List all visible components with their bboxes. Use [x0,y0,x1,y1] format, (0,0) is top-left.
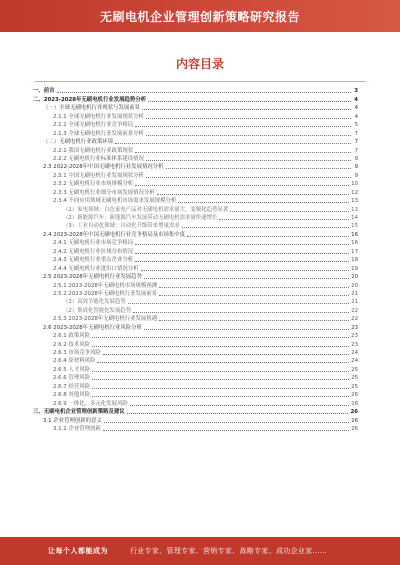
toc-entry-text: 2.3.1 中国无刷电机行业发展现状分析 [53,172,144,179]
toc-entry-text: 2.1.1 全球无刷电机行业发展现状分析 [53,113,144,120]
toc-entry-text: 2.6.9 一体化、多元化发展风险 [53,400,128,407]
toc-entry-page: 22 [351,316,358,323]
toc-entry-page: 7 [354,139,358,146]
toc-entry-page: 9 [354,164,358,171]
toc-entry-text: 2.4.1 无刷电机行业市场竞争格局 [53,240,134,247]
toc-entry[interactable] [33,415,358,423]
toc-entry[interactable] [33,339,358,347]
toc-entry-text: 2.6 2023-2028年无刷电机行业风险分析 [43,324,142,331]
toc-entry[interactable] [33,137,358,145]
toc-entry-text: 2.3.2 无刷电机行业市场规模分析 [53,181,134,188]
toc-entry-text: 一、前言 [33,88,55,95]
toc-leader-dots [115,143,351,144]
toc-entry-text: 2.4.2 无刷电机行业区域分布情况 [53,248,134,255]
toc-leader-dots [219,219,349,220]
toc-entry-text: 2.6.7 经营风险 [53,383,90,390]
toc-leader-dots [133,312,349,313]
toc-entry-page: 9 [354,172,358,179]
toc-entry-page: 26 [351,417,358,424]
toc-leader-dots [135,244,349,245]
toc-entry[interactable] [33,305,358,313]
table-of-contents [33,86,358,432]
toc-entry-page: 23 [351,341,358,348]
toc-entry[interactable] [33,407,358,415]
toc-leader-dots [187,236,349,237]
toc-entry[interactable] [33,272,358,280]
toc-entry-page: 16 [351,240,358,247]
toc-leader-dots [128,303,349,304]
toc-entry[interactable] [33,348,358,356]
toc-entry-page: 7 [354,130,358,137]
toc-entry-page: 4 [354,105,358,112]
toc-leader-dots [142,109,351,110]
toc-entry-text: 3.1 企业管理创新的意义 [43,417,102,424]
toc-entry[interactable] [33,145,358,153]
toc-entry-text: （1）家电领域：白色家电产品对无刷电机需求量大，变频化趋势显著 [63,206,229,213]
toc-entry[interactable] [33,390,358,398]
toc-entry[interactable] [33,255,358,263]
toc-entry[interactable] [33,170,358,178]
toc-entry-page: 17 [351,248,358,255]
toc-entry-page: 16 [351,231,358,238]
toc-entry[interactable] [33,263,358,271]
toc-entry[interactable] [33,373,358,381]
toc-entry[interactable] [33,331,358,339]
toc-leader-dots [135,126,351,127]
toc-entry[interactable] [33,238,358,246]
toc-entry[interactable] [33,398,358,406]
toc-entry-page: 24 [351,350,358,356]
toc-entry-text: 2.6.1 政策风险 [53,333,90,340]
toc-entry-text: 二、2023-2028年无刷电机行业发展趋势分析 [33,96,147,103]
toc-leader-dots [92,337,349,338]
toc-leader-dots [127,413,349,414]
toc-entry-page: 9 [354,155,358,162]
toc-leader-dots [135,185,349,186]
toc-leader-dots [130,405,349,406]
toc-leader-dots [159,295,349,296]
report-title: 无刷电机企业管理创新策略研究报告 [99,9,300,24]
toc-entry[interactable] [33,297,358,305]
toc-entry[interactable] [33,86,358,94]
toc-leader-dots [135,261,349,262]
toc-leader-dots [159,287,349,288]
toc-entry-text: （2）新能源汽车：新能源汽车发展带动无刷电机需求量快速增长 [63,215,218,221]
toc-entry-page: 15 [351,223,358,230]
toc-entry[interactable] [33,179,358,187]
toc-entry-page: 12 [351,189,358,196]
toc-entry[interactable] [33,111,358,119]
toc-leader-dots [148,101,351,102]
toc-entry[interactable] [33,187,358,195]
toc-entry-page: 23 [351,324,358,331]
toc-leader-dots [144,278,349,279]
toc-entry-text: 2.6.3 市场竞争风险 [53,350,101,356]
toc-entry-page: 5 [354,122,358,129]
toc-leader-dots [141,270,350,271]
toc-entry-page: 10 [351,181,358,188]
toc-entry-page: 14 [351,215,358,221]
toc-entry[interactable] [33,221,358,229]
toc-leader-dots [97,362,349,363]
toc-entry[interactable] [33,204,358,212]
toc-entry[interactable] [33,213,358,221]
toc-entry-text: 2.6.6 管理风险 [53,375,90,382]
toc-leader-dots [178,202,349,203]
toc-entry-text: （3）工业自动化领域：自动化升级带来增量需求 [63,223,180,230]
toc-top-rule [35,81,365,82]
toc-entry-text: 2.2.2 无刷电机行业标准体系建设情况 [53,155,144,162]
toc-entry-text: 三、无刷电机企业管理创新策略及建议 [33,409,125,416]
toc-entry-page: 21 [351,299,358,306]
toc-entry-page: 18 [351,257,358,264]
footer-slogan: 让每个人都能成为 [48,547,108,555]
toc-leader-dots [146,118,351,119]
toc-entry[interactable] [33,424,358,432]
toc-entry-text: 2.5.3 2023-2028年无刷电机行业发展机遇 [53,316,158,323]
toc-entry-text: 2.5.1 2023-2028年无刷电机市场规模预测 [53,282,158,289]
toc-leader-dots [92,396,349,397]
footer-tags: 行业专家、管理专家、营销专家、战略专家、成功企业家…… [130,547,328,555]
toc-leader-dots [92,388,349,389]
toc-leader-dots [57,92,351,93]
toc-entry[interactable] [33,128,358,136]
toc-entry[interactable] [33,162,358,170]
toc-entry[interactable] [33,120,358,128]
toc-leader-dots [135,152,351,153]
toc-leader-dots [146,135,351,136]
toc-entry-text: 2.4.3 无刷电机行业重点企业分析 [53,257,134,264]
toc-entry-text: 2.3.4 不同应用领域无刷电机市场需求发展规模分析 [53,198,177,205]
report-header [0,0,400,32]
toc-entry[interactable] [33,154,358,162]
toc-leader-dots [157,194,349,195]
toc-leader-dots [146,160,351,161]
toc-entry-page: 26 [350,409,358,416]
toc-entry-page: 21 [351,290,358,297]
toc-entry[interactable] [33,196,358,204]
toc-leader-dots [166,168,351,169]
report-footer [0,537,400,565]
toc-entry[interactable] [33,381,358,389]
toc-entry-text: （二）无刷电机行业政策环境 [43,139,114,146]
toc-entry-page: 7 [354,147,358,154]
toc-entry-page: 23 [351,333,358,340]
toc-leader-dots [159,320,349,321]
toc-entry-page: 25 [351,375,358,382]
toc-leader-dots [103,354,349,355]
toc-entry-page: 19 [351,265,358,272]
toc-entry-text: 2.6.5 人才风险 [53,366,90,373]
toc-entry-page: 26 [351,425,358,432]
toc-entry-text: 2.6.4 原材料风险 [53,358,96,365]
toc-leader-dots [92,371,349,372]
toc-entry-text: 2.4.4 无刷电机行业进出口情况分析 [53,265,139,272]
toc-entry[interactable] [33,356,358,364]
toc-entry-page: 3 [354,88,358,95]
toc-entry-text: （2）集成化智能化发展趋势 [63,307,132,314]
toc-entry-page: 13 [351,206,358,213]
toc-leader-dots [230,211,349,212]
toc-entry-page: 13 [351,198,358,205]
toc-entry-page: 25 [351,383,358,390]
toc-entry-page: 25 [351,366,358,373]
toc-entry[interactable] [33,103,358,111]
toc-entry-page: 26 [351,400,358,407]
toc-entry-text: 2.1.2 全球无刷电机行业竞争格局 [53,122,134,129]
toc-entry-text: 2.3 2022-2028年中国无刷电机行业发展情况分析 [43,164,164,171]
toc-entry-text: 2.2.1 我国无刷电机行业政策现状 [53,147,134,154]
toc-entry-text: 2.4 2023-2028年中国无刷电机行业竞争格局及市场集中度 [43,231,186,238]
toc-entry-page: 22 [351,307,358,314]
toc-entry[interactable] [33,314,358,322]
toc-leader-dots [146,177,351,178]
toc-entry-text: 2.1.3 全球无刷电机行业发展前景分析 [53,130,144,137]
toc-entry[interactable] [33,280,358,288]
toc-entry-page: 20 [351,274,358,281]
toc-leader-dots [92,379,349,380]
toc-entry-page: 20 [351,282,358,289]
toc-entry-page: 4 [354,113,358,120]
toc-entry-text: 2.5.2 2023-2028年无刷电机行业发展前景 [53,290,158,297]
toc-leader-dots [135,253,349,254]
toc-entry[interactable] [33,229,358,237]
toc-entry-page: 4 [354,96,358,103]
toc-entry-page: 24 [351,358,358,365]
toc-entry-text: （一）全球无刷电机行业现状与发展前景 [43,105,141,112]
toc-entry[interactable] [33,364,358,372]
toc-entry-text: 2.6.2 技术风险 [53,341,90,348]
toc-entry-page: 26 [351,392,358,399]
toc-entry-text: 2.5 2023-2028年无刷电机行业发展趋势 [43,274,142,281]
toc-leader-dots [104,422,349,423]
toc-entry-text: 2.3.3 无刷电机行业细分市场发展情况分析 [53,189,155,196]
toc-entry-text: 3.1.1 企业管理创新 [53,425,101,432]
toc-entry-text: 2.6.8 其他风险 [53,392,90,399]
toc-entry[interactable] [33,289,358,297]
toc-entry[interactable] [33,246,358,254]
toc-entry-text: （1）高效节能化发展趋势 [63,299,126,306]
toc-leader-dots [144,329,349,330]
toc-title: 内容目录 [175,57,224,71]
toc-leader-dots [92,346,349,347]
toc-leader-dots [103,430,349,431]
toc-leader-dots [182,227,350,228]
toc-entry[interactable] [33,94,358,102]
toc-entry[interactable] [33,322,358,330]
